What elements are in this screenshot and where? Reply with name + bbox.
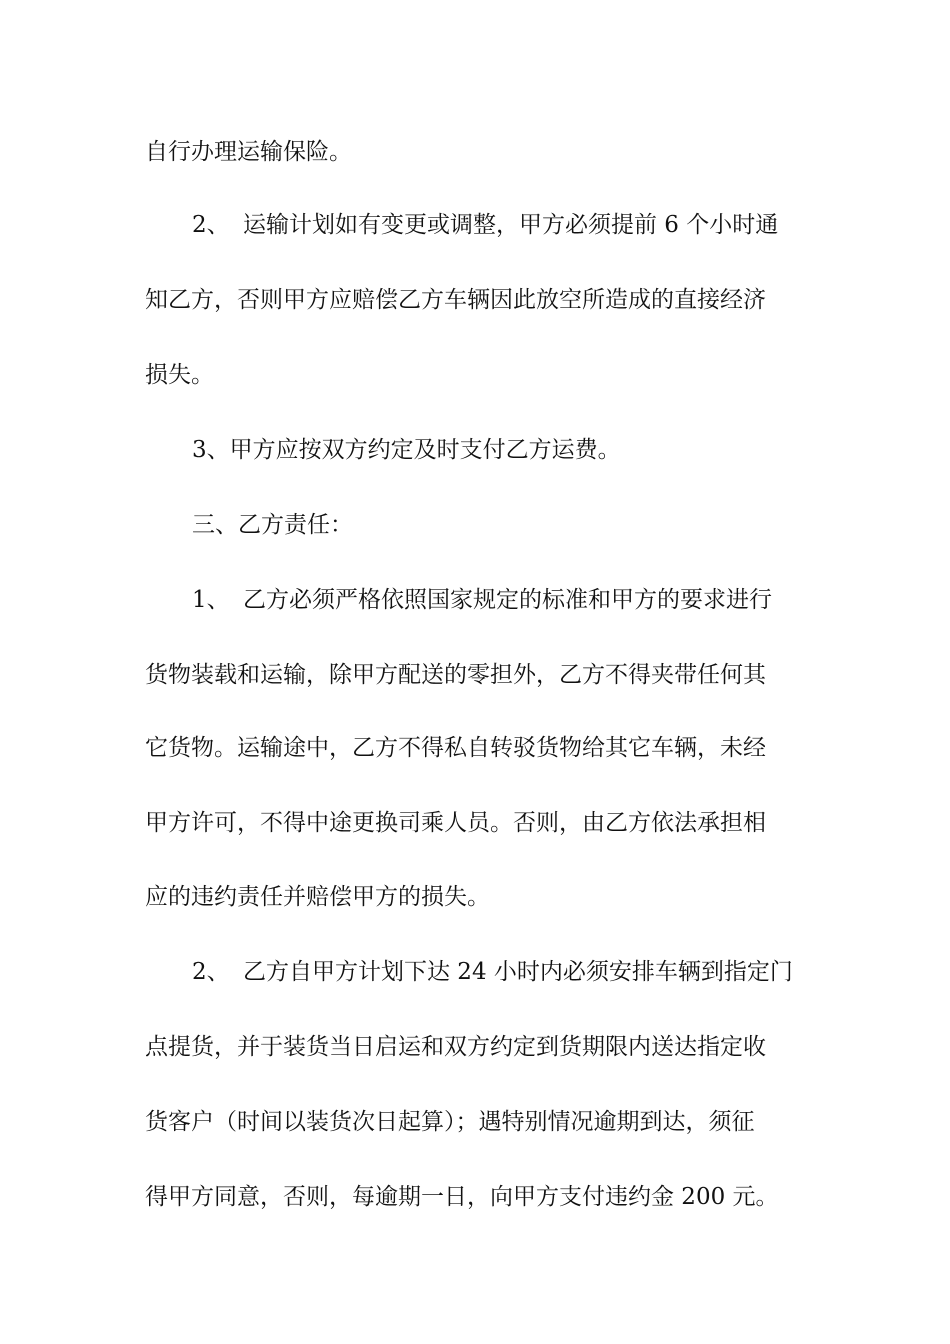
paragraph-line — [0, 1177, 950, 1217]
paragraph-line — [0, 1102, 950, 1142]
item-number: 2、 — [192, 959, 230, 985]
paragraph-line — [0, 877, 950, 917]
paragraph-line — [0, 132, 950, 172]
paragraph-line — [0, 355, 950, 395]
line-text: 得甲方同意，否则，每逾期一日，向甲方支付违约金 200 元。 — [145, 1184, 779, 1210]
paragraph-line — [0, 580, 950, 620]
line-text: 三、乙方责任： — [192, 512, 353, 538]
line-text: 甲方许可，不得中途更换司乘人员。否则，由乙方依法承担相 — [145, 810, 766, 836]
paragraph-line — [0, 728, 950, 768]
line-text: 应的违约责任并赔偿甲方的损失。 — [145, 884, 490, 910]
line-text: 它货物。运输途中，乙方不得私自转驳货物给其它车辆，未经 — [145, 735, 766, 761]
line-text: 知乙方，否则甲方应赔偿乙方车辆因此放空所造成的直接经济 — [145, 287, 766, 313]
line-text: 乙方自甲方计划下达 24 小时内必须安排车辆到指定门 — [243, 959, 793, 985]
paragraph-line — [0, 205, 950, 245]
section-heading — [0, 505, 950, 545]
line-text: 运输计划如有变更或调整，甲方必须提前 6 个小时通 — [243, 212, 779, 238]
paragraph-line — [0, 655, 950, 695]
line-text: 货物装载和运输，除甲方配送的零担外，乙方不得夹带任何其 — [145, 662, 766, 688]
paragraph-line — [0, 430, 950, 470]
paragraph-line — [0, 280, 950, 320]
line-text: 乙方必须严格依照国家规定的标准和甲方的要求进行 — [243, 587, 772, 613]
line-text: 货客户（时间以装货次日起算）；遇特别情况逾期到达，须征 — [145, 1109, 755, 1135]
paragraph-line — [0, 952, 950, 992]
line-text: 损失。 — [145, 362, 214, 388]
item-number: 2、 — [192, 212, 230, 238]
paragraph-line — [0, 803, 950, 843]
item-number: 1、 — [192, 587, 230, 613]
line-text: 3、甲方应按双方约定及时支付乙方运费。 — [192, 437, 621, 463]
line-text: 点提货，并于装货当日启运和双方约定到货期限内送达指定收 — [145, 1034, 766, 1060]
line-text: 自行办理运输保险。 — [145, 139, 352, 165]
paragraph-line — [0, 1027, 950, 1067]
